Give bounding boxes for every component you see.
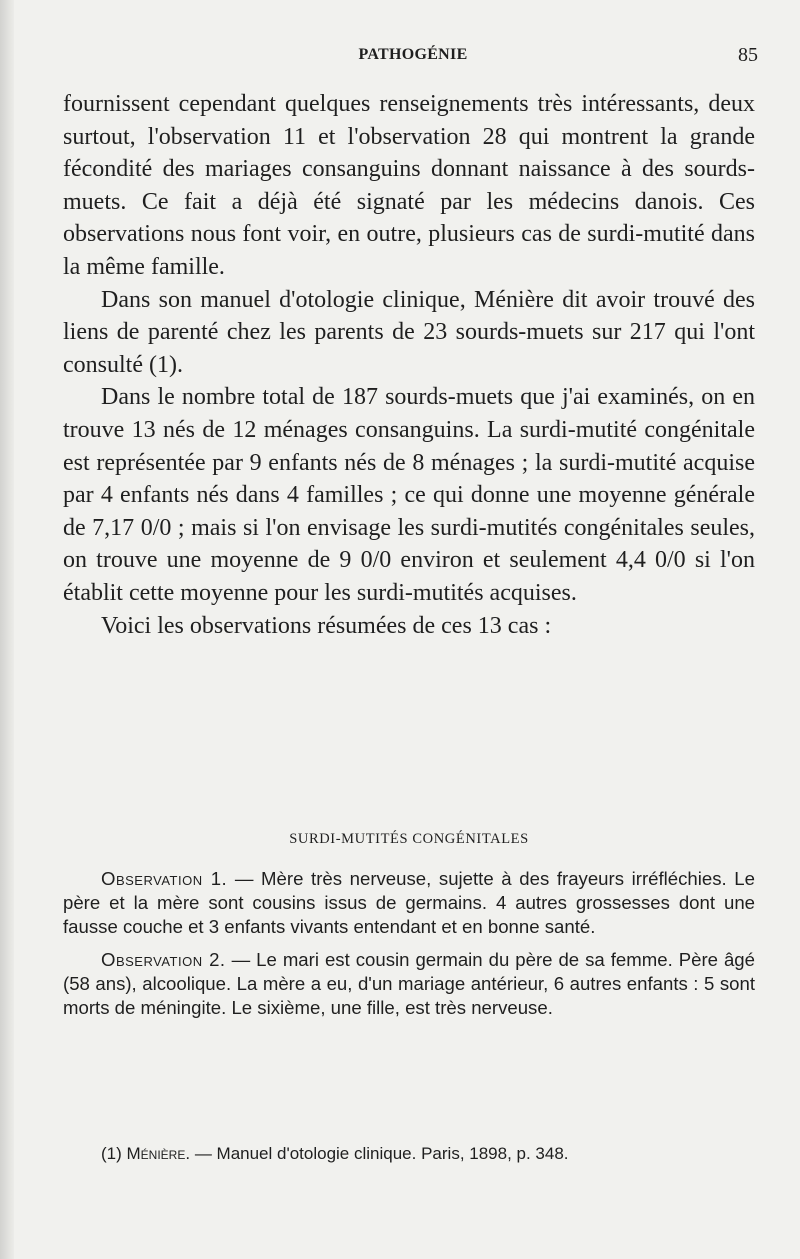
observation-text: — Mère très nerveuse, sujette à des frayeurs irréfléchies. Le père et la mère sont cousins issus de germains. 4 autres grossesses dont une fausse couche et 3 enfants vivants entendant et en bonne santé. [63,868,755,937]
paragraph-2 [63,284,755,382]
paragraph-2-end: . [176,351,183,378]
footnote-marker: (1) [101,1144,122,1163]
page-gutter-shadow [0,0,14,1259]
observation-item [63,867,755,938]
observation-text: — Le mari est cousin germain du père de sa femme. Père âgé (58 ans), alcoolique. La mère a eu, d'un mariage antérieur, 6 autres enfants : 5 sont morts de méningite. Le sixième, une fille, est très nerveuse. [63,949,755,1018]
footnote [63,1143,755,1165]
running-head-title: PATHOGÉNIE [358,46,468,63]
body-text [63,88,755,642]
section-heading: SURDI-MUTITÉS CONGÉNITALES [289,831,529,847]
running-head [63,44,763,66]
observation-item [63,948,755,1019]
page-number: 85 [738,44,758,66]
paragraph-3: Dans le nombre total de 187 sourds-muets que j'ai examinés, on en trouve 13 nés de 12 ménages consanguins. La surdi-mutité congénitale est représentée par 9 enfants nés de 8 ménages ; la surdi-mutité acquise par 4 enfants nés dans 4 familles ; ce qui donne une moyenne générale de 7,17 0/0 ; mais si l'on envisage les surdi-mutités congénitales seules, on trouve une moyenne de 9 0/0 environ et seulement 4,4 0/0 si l'on établit cette moyenne pour les surdi-mutités acquises. [63,384,755,606]
paragraph-1: fournissent cependant quelques renseignements très intéressants, deux surtout, l'observation 11 et l'observation 28 qui montrent la grande fécondité des mariages consanguins donnant naissance à des sourds-muets. Ce fait a déjà été signaté par les médecins danois. Ces observations nous font voir, en outre, plusieurs cas de surdi-mutité dans la même famille. [63,91,755,280]
paragraph-4: Voici les observations résumées de ces 13 cas : [101,612,552,639]
footnote-text: — Manuel d'otologie clinique. Paris, 1898, p. 348. [194,1144,569,1163]
paragraph-2-text: Dans son manuel d'otologie clinique, Ménière dit avoir trouvé des liens de parenté chez les parents de 23 sourds-muets sur 217 qui l'ont consulté [63,286,755,378]
footnote-author: Ménière. [126,1144,191,1163]
observations-list [63,867,755,1030]
footnote-reference: (1) [148,351,177,378]
observation-label: Observation 2. [101,949,226,971]
observation-label: Observation 1. [101,868,228,889]
